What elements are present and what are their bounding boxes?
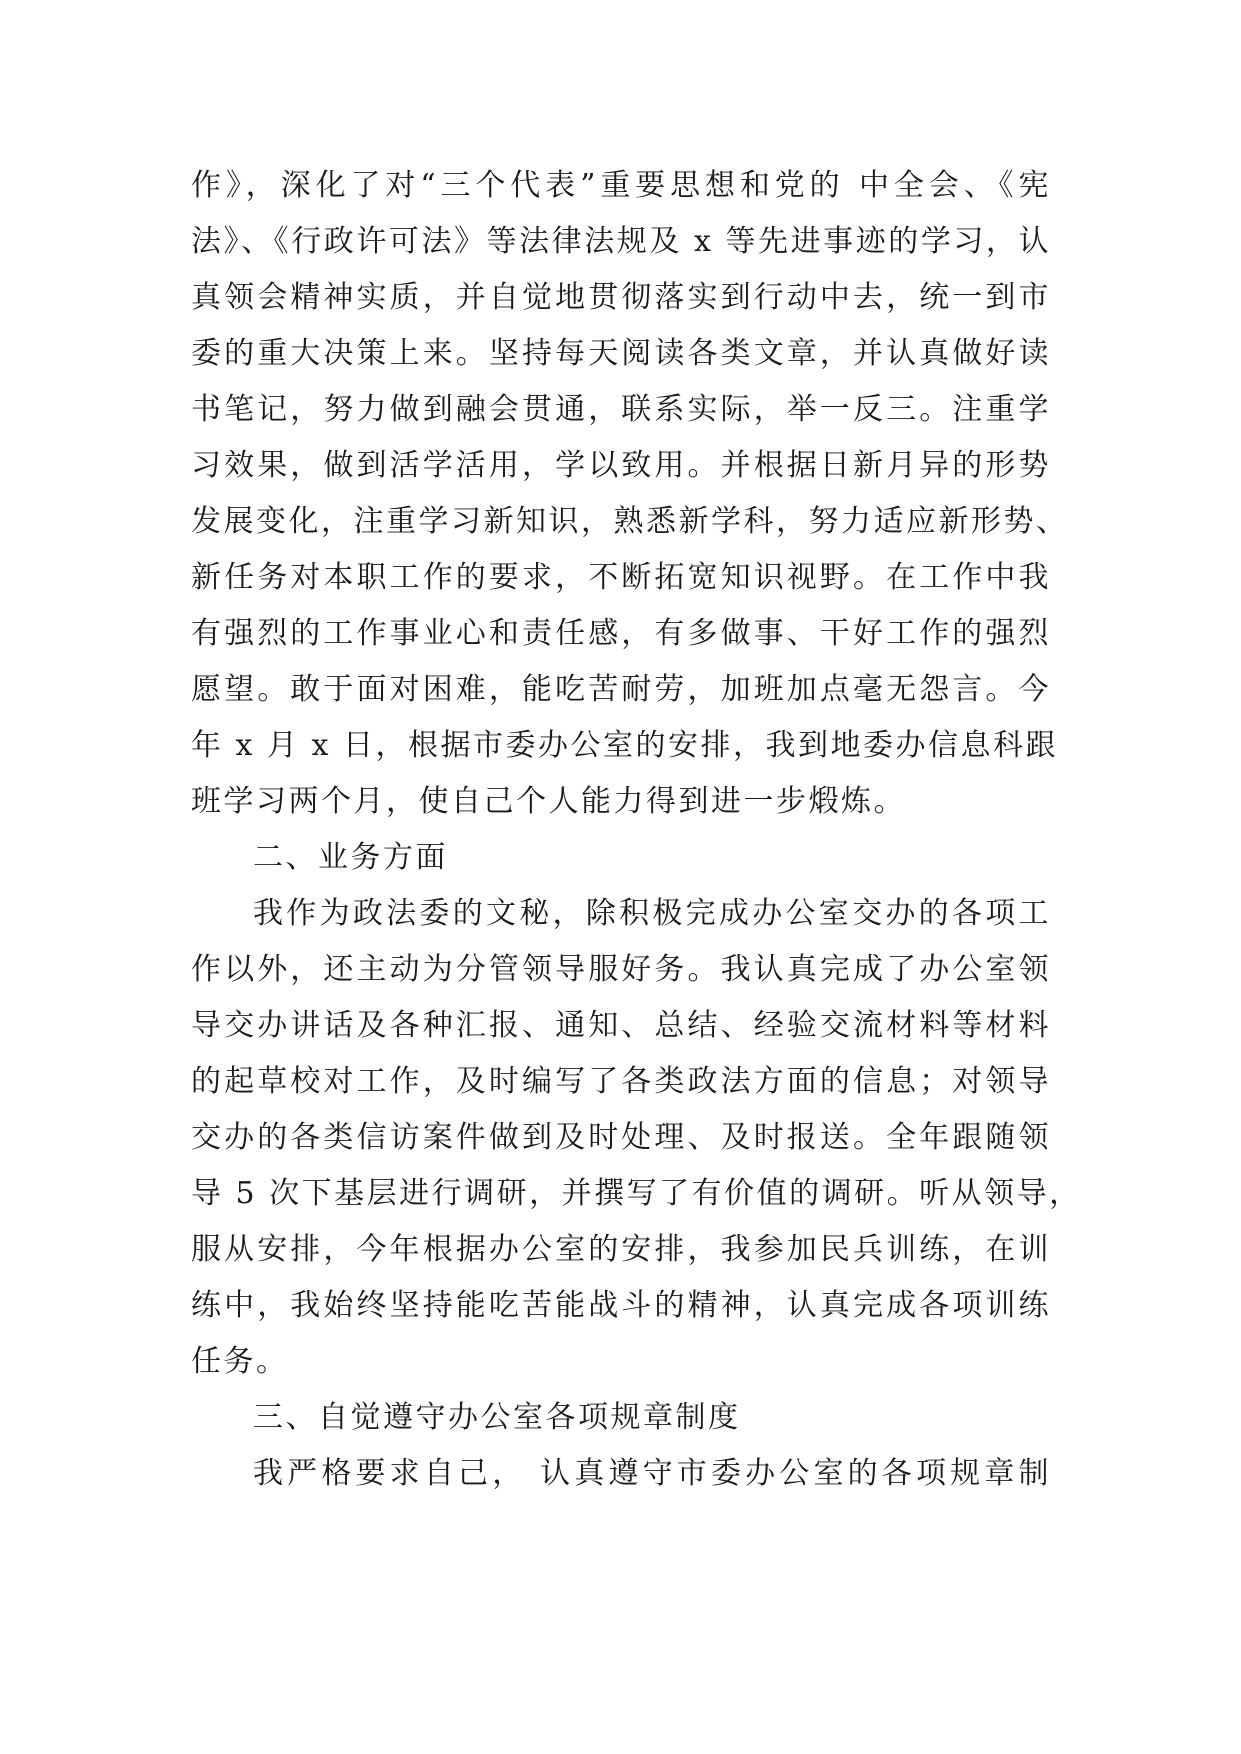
text-line: 有强烈的工作事业心和责任感，有多做事、干好工作的强烈 [191, 616, 1051, 651]
text-line: 班学习两个月，使自己个人能力得到进一步煅炼。 [191, 784, 906, 819]
section-heading-rules: 三、自觉遵守办公室各项规章制度 [253, 1400, 741, 1435]
paragraph-study [191, 158, 1069, 830]
text-line: 书笔记，努力做到融会贯通，联系实际，举一反三。注重学 [191, 392, 1051, 427]
text-line: 交办的各类信访案件做到及时处理、及时报送。全年跟随领 [191, 1120, 1051, 1155]
text-line: 习效果，做到活学活用，学以致用。并根据日新月异的形势 [191, 448, 1051, 483]
text-line: 法》、《行政许可法》等法律法规及 x 等先进事迹的学习，认 [191, 224, 1051, 259]
text-line: 新任务对本职工作的要求，不断拓宽知识视野。在工作中我 [191, 560, 1051, 595]
text-line: 任务。 [191, 1344, 289, 1379]
document-body [191, 158, 1082, 1502]
text-line: 作以外，还主动为分管领导服好务。我认真完成了办公室领 [191, 952, 1051, 987]
text-line: 作》，深化了对“三个代表”重要思想和党的 中全会、《宪 [191, 168, 1051, 203]
text-line: 的起草校对工作，及时编写了各类政法方面的信息；对领导 [191, 1064, 1051, 1099]
text-line: 导交办讲话及各种汇报、通知、总结、经验交流材料等材料 [191, 1008, 1051, 1043]
text-line: 我作为政法委的文秘，除积极完成办公室交办的各项工 [253, 896, 1051, 931]
text-line: 导 5 次下基层进行调研，并撰写了有价值的调研。听从领导， [191, 1176, 1082, 1211]
section-heading-business: 二、业务方面 [253, 840, 448, 875]
text-line: 练中，我始终坚持能吃苦能战斗的精神，认真完成各项训练 [191, 1288, 1051, 1323]
text-line: 真领会精神实质，并自觉地贯彻落实到行动中去，统一到市 [191, 280, 1051, 315]
text-line: 委的重大决策上来。坚持每天阅读各类文章，并认真做好读 [191, 336, 1051, 371]
text-line: 服从安排，今年根据办公室的安排，我参加民兵训练，在训 [191, 1232, 1051, 1267]
text-line: 年 x 月 x 日，根据市委办公室的安排，我到地委办信息科跟 [191, 728, 1058, 763]
text-line: 我严格要求自己， 认真遵守市委办公室的各项规章制 [253, 1456, 1051, 1491]
text-line: 发展变化，注重学习新知识，熟悉新学科，努力适应新形势、 [191, 504, 1069, 539]
text-line: 愿望。敢于面对困难，能吃苦耐劳，加班加点毫无怨言。今 [191, 672, 1051, 707]
paragraph-rules [191, 1446, 1051, 1502]
paragraph-business [191, 886, 1082, 1390]
